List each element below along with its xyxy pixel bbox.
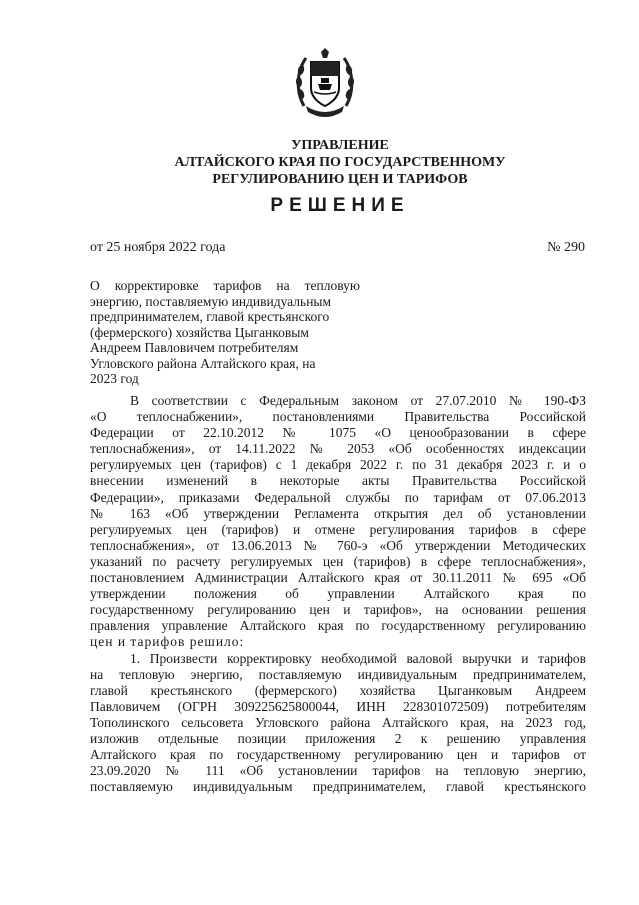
document-number: № 290: [547, 240, 585, 255]
preamble-line: утверждении положения об управлении Алтайского края по: [90, 586, 586, 602]
preamble-line: постановлением Администрации Алтайского края от 30.11.2011 № 695 «Об: [90, 570, 586, 586]
subject-line: 2023 год: [90, 371, 139, 386]
preamble-line: теплоснабжения», от 14.11.2022 № 2053 «Об особенностях индексации: [90, 441, 586, 457]
preamble-line: цен и тарифов решило:: [90, 634, 245, 650]
subject-line: Андреем Павловичем потребителям: [90, 340, 299, 355]
item1-line: на тепловую энергию, поставляемую индивидуальным предпринимателем,: [90, 666, 586, 682]
document-meta: [90, 240, 585, 256]
document-subject: [90, 278, 360, 387]
preamble-line: Федерации от 22.10.2012 № 1075 «О ценообразовании в сфере: [90, 425, 586, 441]
document-date: от 25 ноября 2022 года: [90, 240, 226, 255]
preamble-line: государственному регулированию цен и тарифов», на основании решения: [90, 602, 586, 618]
document-type-title: РЕШЕНИЕ: [270, 195, 410, 216]
document-body: [90, 393, 586, 795]
preamble-line: Федерации», приказами Федеральной службы по тарифам от 07.06.2013: [90, 489, 586, 505]
subject-line: Угловского района Алтайского края, на: [90, 355, 316, 371]
issuing-authority: [90, 137, 590, 188]
preamble-line: правления управление Алтайского края по государственному регулированию: [90, 618, 586, 634]
preamble-line: теплоснабжения», от 13.06.2013 № 760-э «Об утверждении Методических: [90, 537, 586, 553]
altai-krai-coat-of-arms-icon: [294, 48, 356, 120]
item1-line: главой крестьянского (фермерского) хозяйства Цыганковым Андреем: [90, 682, 586, 698]
subject-line: О корректировке тарифов на тепловую: [90, 278, 360, 293]
item1-line: Тополинского сельсовета Угловского района Алтайского края, на 2023 год,: [90, 714, 586, 730]
preamble-line: регулируемых цен (тарифов) с 1 декабря 2022 г. по 31 декабря 2023 г. и о: [90, 457, 586, 473]
authority-line: АЛТАЙСКОГО КРАЯ ПО ГОСУДАРСТВЕННОМУ: [174, 155, 506, 170]
preamble-line: «О теплоснабжении», постановлениями Правительства Российской: [90, 409, 586, 425]
item1-line: Павловичем (ОГРН 309225625800044, ИНН 228301072509) потребителям: [90, 698, 586, 714]
authority-line: РЕГУЛИРОВАНИЮ ЦЕН И ТАРИФОВ: [212, 172, 468, 187]
item1-line: изложив отдельные позиции приложения 2 к решению управления: [90, 730, 586, 746]
item1-line: Алтайского края по государственному регулированию цен и тарифов от: [90, 747, 586, 763]
subject-line: предпринимателем, главой крестьянского: [90, 309, 330, 324]
subject-line: энергию, поставляемую индивидуальным: [90, 293, 332, 309]
item1-line: 1. Произвести корректировку необходимой валовой выручки и тарифов: [130, 650, 586, 666]
preamble-line: В соответствии с Федеральным законом от 27.07.2010 № 190-ФЗ: [130, 393, 586, 408]
preamble-line: регулируемых цен (тарифов) и отмене регулирования тарифов в сфере: [90, 521, 586, 537]
item1-line: поставляемую индивидуальным предпринимателем, главой крестьянского: [90, 779, 586, 795]
subject-line: (фермерского) хозяйства Цыганковым: [90, 324, 309, 340]
authority-line: УПРАВЛЕНИЕ: [291, 138, 389, 153]
preamble-line: № 163 «Об утверждении Регламента открытия дел об установлении: [90, 505, 586, 521]
preamble-line: внесении изменений в некоторые акты Правительства Российской: [90, 473, 586, 489]
preamble-line: указаний по расчету регулируемых цен (тарифов) в сфере теплоснабжения»,: [90, 553, 586, 569]
item1-line: 23.09.2020 № 111 «Об установлении тарифов на тепловую энергию,: [90, 763, 586, 779]
